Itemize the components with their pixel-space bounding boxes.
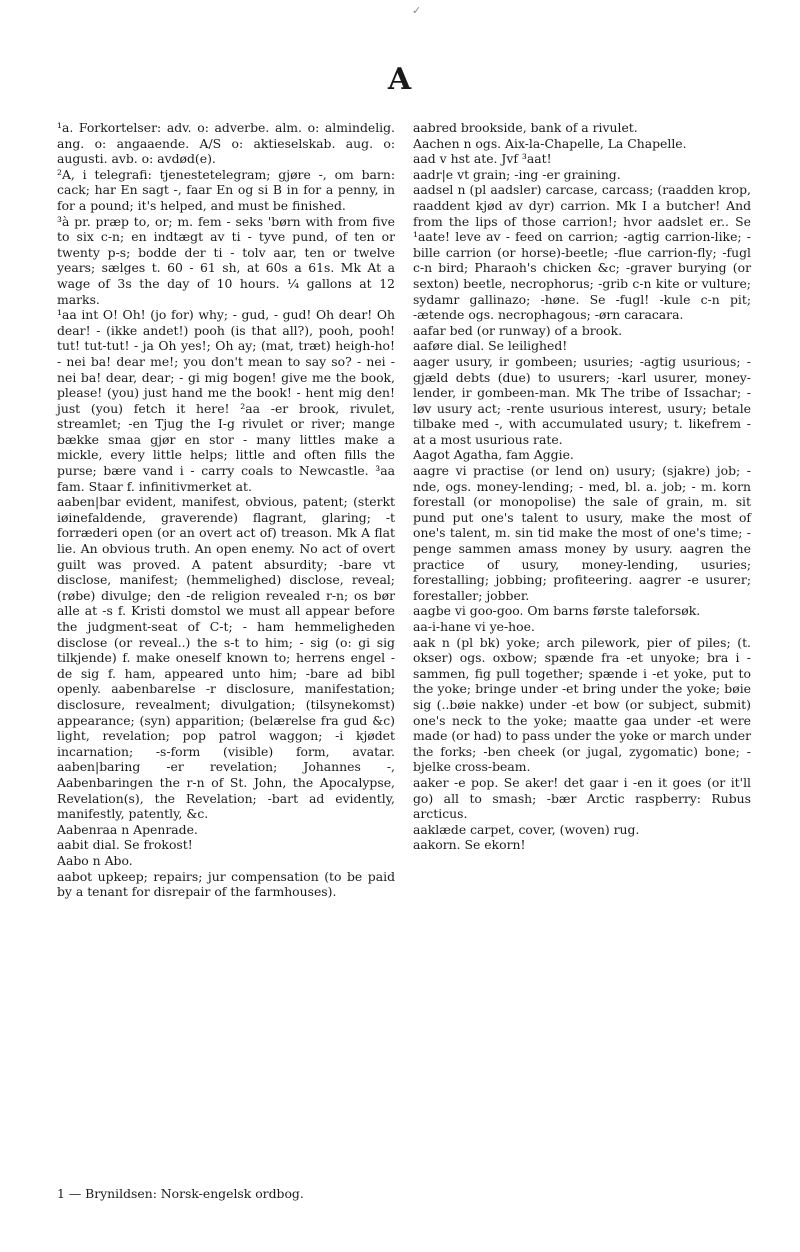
entry: aadsel n (pl aadsler) carcase, carcass; (raadden krop, raaddent kjød av dyr) carrion. Mk I a butcher! And from the lips of those carrion!; hvor aadslet er.. Se ¹aate! leve av - feed on carrion; -agtig carrion-like; -bille carrion (or horse)-beetle; -flue carrion-fly; -fugl c-n bird; Pharaoh's chicken &c; -graver burying (or sexton) beetle, necrophorus; -grib c-n kite or vulture; sydamr gallinazo; -høne. Se -fugl! -kule c-n pit; -ætende ogs. necrophagous; -ørn caracara. xyxy=(413,182,751,323)
entry: ¹a. Forkortelser: adv. o: adverbe. alm. o: almindelig. ang. o: angaaende. A/S o: aktieselskab. aug. o: augusti. avb. o: avdød(e). xyxy=(57,120,395,167)
entry: ²A, i telegrafi: tjenestetelegram; gjøre -, om barn: cack; har En sagt -, faar En og si B in for a penny, in for a pound; it's helped, and must be finished. xyxy=(57,166,395,213)
entry: Aabo n Abo. xyxy=(57,852,133,868)
entry: aabred brookside, bank of a rivulet. xyxy=(413,120,638,135)
left-column xyxy=(57,120,395,900)
entry: aaføre dial. Se leilighed! xyxy=(413,338,568,354)
entry: aaben|bar evident, manifest, obvious, patent; (sterkt iøinefaldende, graverende) flagrant, glaring; -t forræderi open (or an overt act of) treason. Mk A flat lie. An obvious truth. An open enemy. No act of overt guilt was proved. A patent absurdity; -bare vt disclose, manifest; (hemmelighed) disclose, reveal; (røbe) divulge; den -de religion revealed r-n; os bør alle at -s f. Kristi domstol we must all appear before the judgment-seat of C-t; - ham hemmeligheden disclose (or reveal..) the s-t to him; - sig (o: gi sig tilkjende) f. make oneself known to; herrens engel -de sig f. ham, appeared unto him; -bare ad bibl openly. aabenbarelse -r disclosure, manifestation; disclosure, revealment; divulgation; (tilsynekomst) appearance; (syn) apparition; (belærelse fra gud &c) light, revelation; pop patrol waggon; -i kjødet incarnation; -s-form (visible) form, avatar. aaben|baring -er revelation; Johannes -, Aabenbaringen the r-n of St. John, the Apocalypse, Revelation(s), the Revelation; -bart ad evidently, manifestly, patently, &c. xyxy=(57,494,395,822)
entry: ³à pr. præp to, or; m. fem - seks 'børn with from five to six c-n; en indtægt av ti - tyve pund, of ten or twenty p-s; bodde der ti - tolv aar, ten or twelve years; sælges t. 60 - 61 sh, at 60s a 61s. Mk At a wage of 3s the day of 10 hours. ¼ gallons at 12 marks. xyxy=(57,213,395,307)
page-footer: 1 — Brynildsen: Norsk-engelsk ordbog. xyxy=(57,1186,304,1201)
entry: Aabenraa n Apenrade. xyxy=(57,821,198,837)
entry: aak n (pl bk) yoke; arch pilework, pier of piles; (t. okser) ogs. oxbow; spænde fra -et unyoke; bra i - sammen, fig pull together; spænde i -et yoke, put to the yoke; bringe under -et bring under the yoke; bøie sig (..bøie nakke) under -et bow (or subject, submit) one's neck to the yoke; maatte gaa under -et were made (or had) to pass under the yoke or march under the forks; -ben cheek (or jugal, zygomatic) bone; -bjelke cross-beam. xyxy=(413,634,751,775)
entry: Aachen n ogs. Aix-la-Chapelle, La Chapelle. xyxy=(413,135,687,151)
entry: aad v hst ate. Jvf ³aat! xyxy=(413,151,552,167)
text-columns xyxy=(57,120,751,900)
section-letter: A xyxy=(387,62,413,97)
right-column xyxy=(413,120,751,900)
entry: aagbe vi goo-goo. Om barns første taleforsøk. xyxy=(413,603,701,619)
entry: aafar bed (or runway) of a brook. xyxy=(413,322,623,338)
entry: aagre vi practise (or lend on) usury; (sjakre) job; -nde, ogs. money-lending; - med, bl. a. job; - m. korn forestall (or monopolise) the sale of grain, m. sit pund put one's talent to usury, make the most of one's talent, m. sin tid make the most of one's time; - penge sammen amass money by usury. aagren the practice of usury, money-lending, usuries; forestalling; jobbing; profiteering. aagrer -e usurer; forestaller; jobber. xyxy=(413,463,751,603)
entry: Aagot Agatha, fam Aggie. xyxy=(413,447,574,463)
entry: aaklæde carpet, cover, (woven) rug. xyxy=(413,821,640,837)
entry: aager usury, ir gombeen; usuries; -agtig usurious; -gjæld debts (due) to usurers; -karl usurer, money-lender, ir gombeen-man. Mk The tribe of Issachar; -løv usury act; -rente usurious interest, usury; betale tilbake med -, with accumulated usury; t. likefrem - at a most usurious rate. xyxy=(413,353,751,447)
entry: aabot upkeep; repairs; jur compensation (to be paid by a tenant for disrepair of the farmhouses). xyxy=(57,868,395,900)
entry: ¹aa int O! Oh! (jo for) why; - gud, - gud! Oh dear! Oh dear! - (ikke andet!) pooh (is that all?), pooh, pooh! tut! tut-tut! - ja Oh yes!; Oh ay; (mat, træt) heigh-ho! - nei ba! dear me!; you don't mean to say so? - nei - nei ba! dear, dear; - gi mig bogen! give me the book, please! (you) just hand me the book! - hent mig den! just (you) fetch it here! ²aa -er brook, rivulet, streamlet; -en Tjug the I-g rivulet or river; mange bække smaa gjør en stor - many littles make a mickle, every little helps; little and often fills the purse; bære vand i - carry coals to Newcastle. ³aa fam. Staar f. infinitivmerket at. xyxy=(57,307,395,494)
entry: aabit dial. Se frokost! xyxy=(57,837,193,853)
entry: aakorn. Se ekorn! xyxy=(413,837,526,853)
pencil-mark: ✓ xyxy=(412,4,422,17)
entry: aa-i-hane vi ye-hoe. xyxy=(413,619,535,634)
entry: aaker -e pop. Se aker! det gaar i -en it goes (or it'll go) all to smash; -bær Arctic raspberry: Rubus arcticus. xyxy=(413,774,751,822)
entry: aadr|e vt grain; -ing -er graining. xyxy=(413,166,621,182)
